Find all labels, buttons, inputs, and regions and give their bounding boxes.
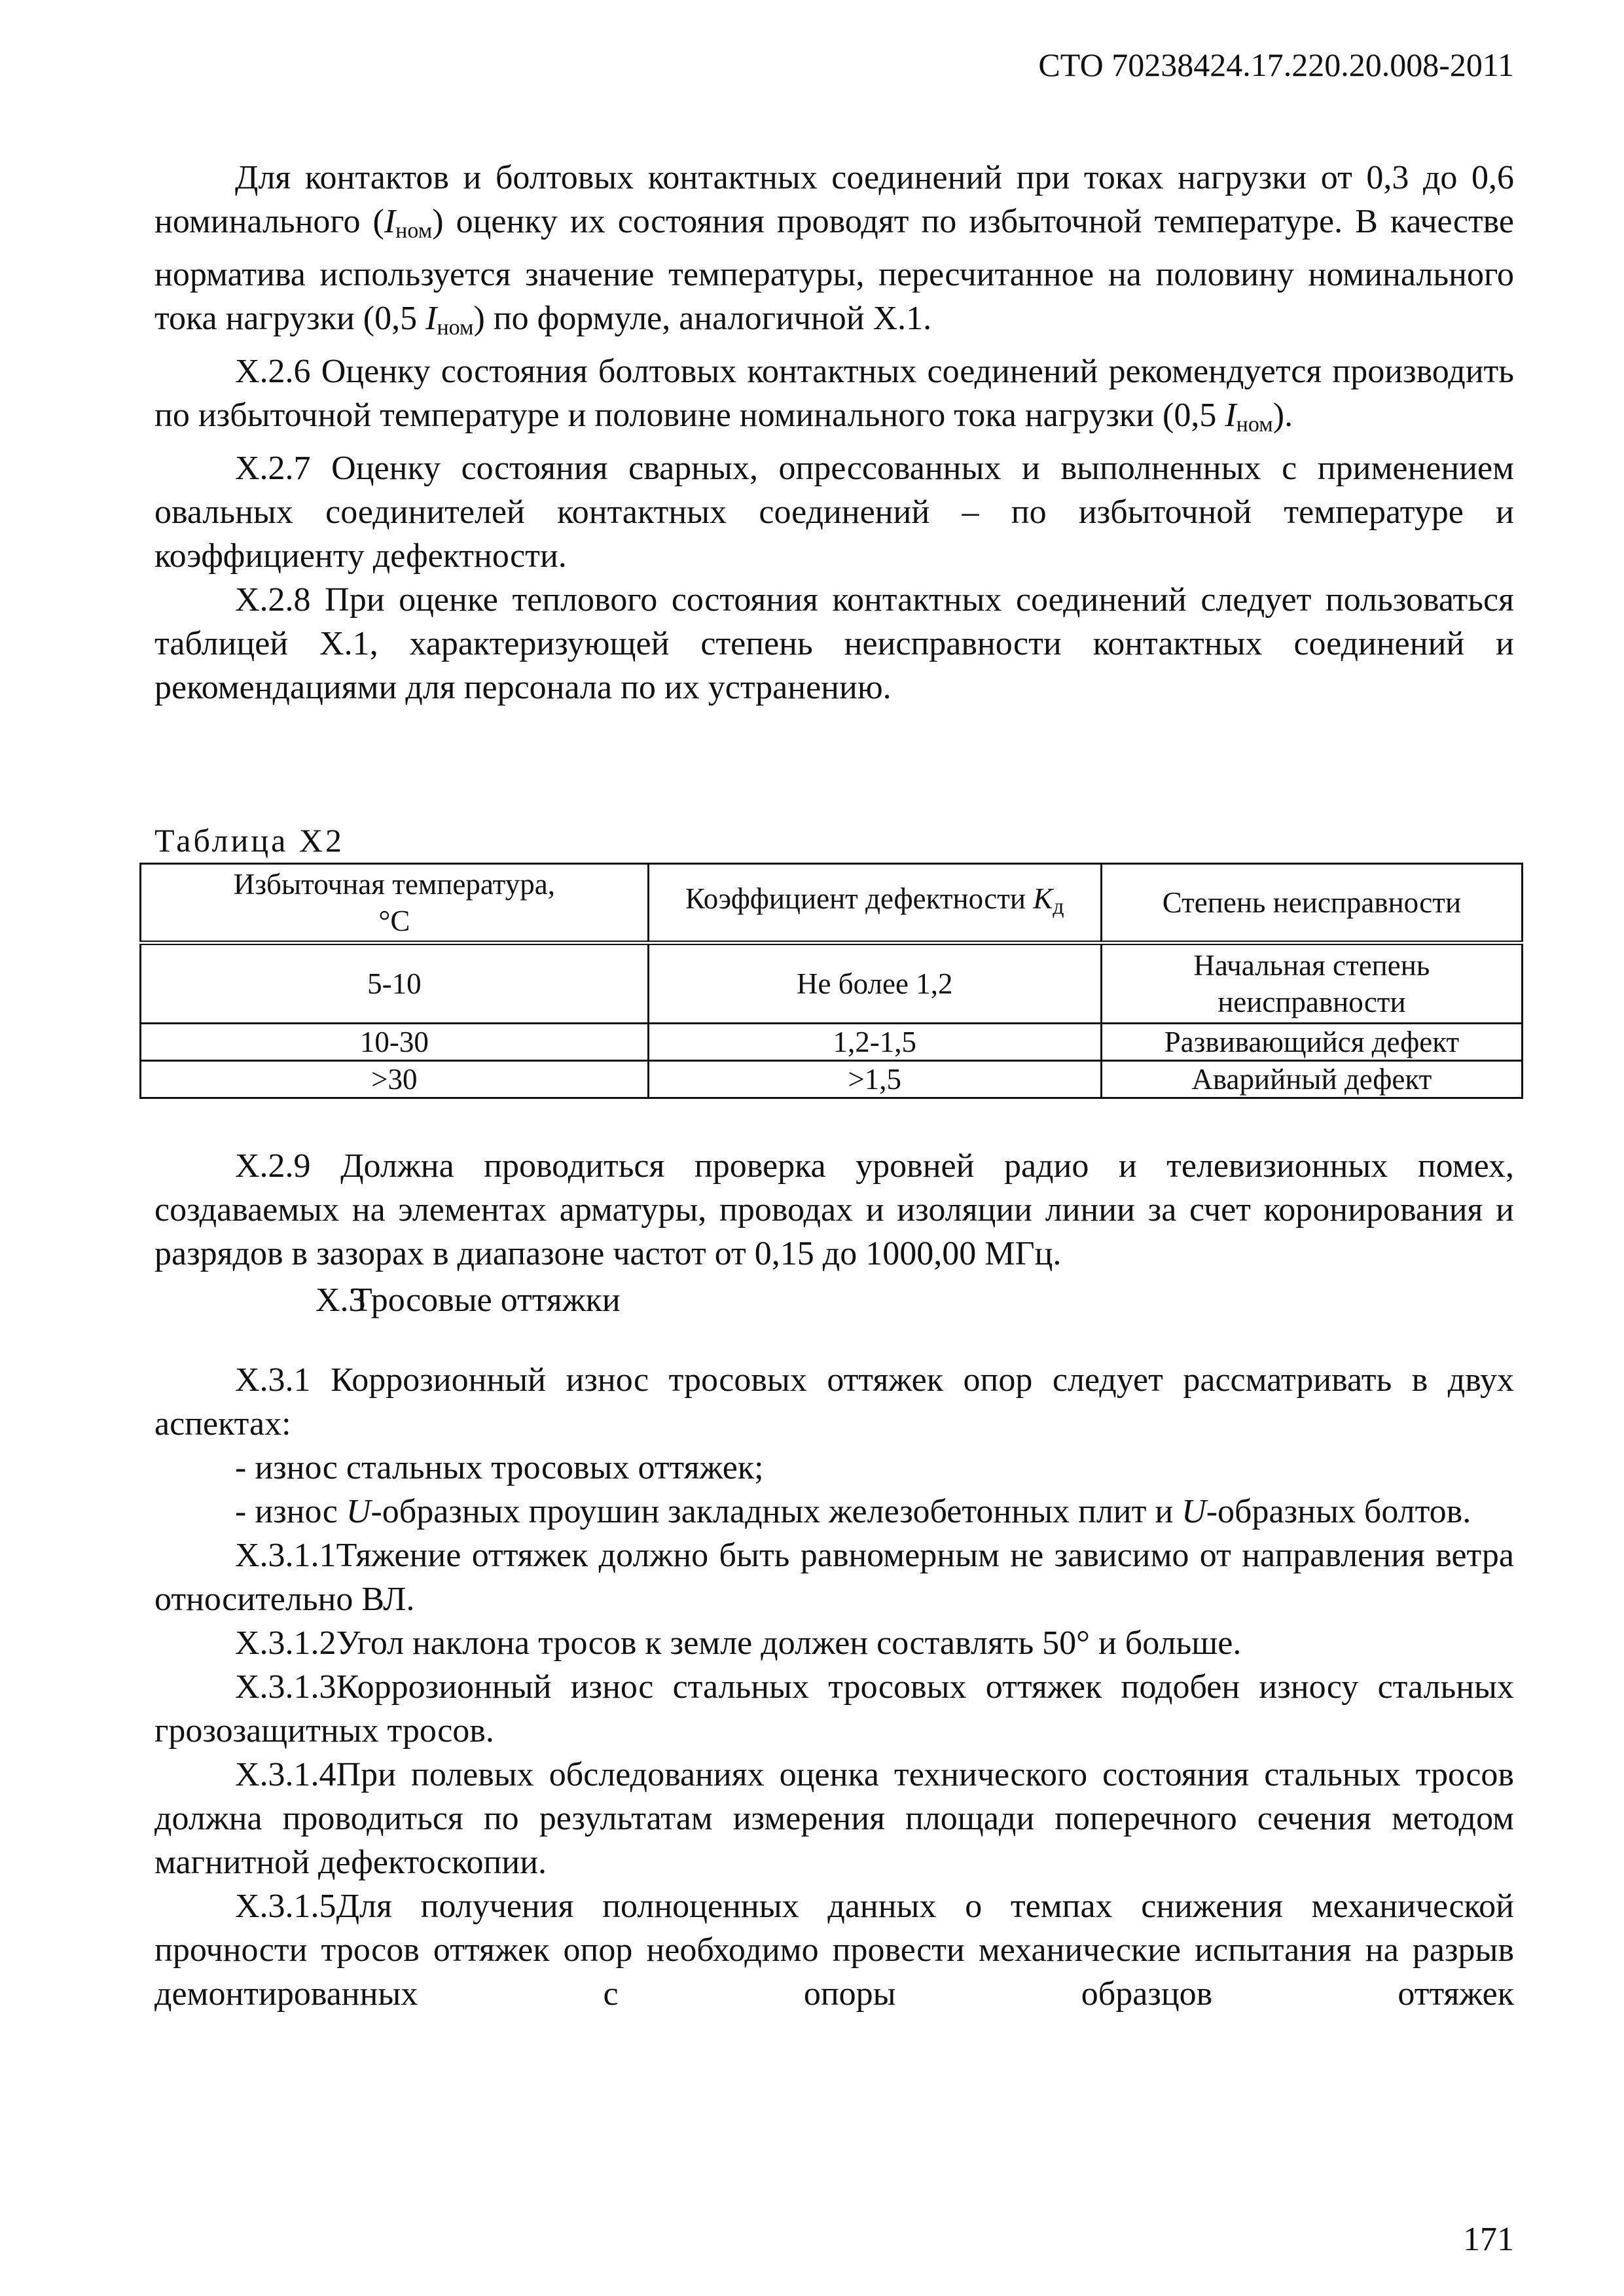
paragraph-x226: Х.2.6 Оценку состояния болтовых контактных соединений рекомендуется производить по избыточной температуре и половине номинального тока нагрузки (0,5 $I_{ном}$). bbox=[154, 353, 1515, 437]
document-code-header: СТО 70238424.17.220.20.008-2011 bbox=[1038, 46, 1514, 83]
paragraph-x3112: Х.3.1.2Угол наклона тросов к земле должен составлять 50° и больше. bbox=[235, 1624, 1242, 1662]
cell-coefficient: >1,5 bbox=[648, 1061, 1101, 1098]
page-number: 171 bbox=[1463, 2221, 1514, 2258]
cell-degree: Развивающийся дефект bbox=[1101, 1024, 1522, 1061]
cell-coefficient: Не более 1,2 bbox=[648, 943, 1101, 1024]
section-x31 bbox=[154, 1358, 1514, 2016]
paragraph-intro: Для контактов и болтовых контактных соединений при токах нагрузки от 0,3 до 0,6 номинального $(I_{ном})$ оценку их состояния проводят по избыточной температуре. В качестве норматива используется значение температуры, пересчитанное на половину номинального тока нагрузки (0,5 $I_{ном}$) по формуле, аналогичной Х.1. bbox=[154, 159, 1515, 340]
paragraph-x31: Х.3.1 Коррозионный износ тросовых оттяжек опор следует рассматривать в двух аспектах: bbox=[154, 1361, 1515, 1443]
clause-number: Х.3 bbox=[316, 1282, 366, 1319]
section-x229 bbox=[154, 1144, 1514, 1276]
cell-degree: Аварийный дефект bbox=[1101, 1061, 1522, 1098]
section-heading-x3: Х.3Тросовые оттяжки bbox=[154, 1278, 1514, 1322]
section-x3 bbox=[154, 1278, 1514, 1322]
paragraph-x229: Х.2.9 Должна проводиться проверка уровней радио и телевизионных помех, создаваемых на элементах арматуры, проводах и изоляции линии за счет коронирования и разрядов в зазорах в диапазоне частот от 0,15 до 1000,00 МГц. bbox=[154, 1147, 1514, 1272]
paragraph-x3114: Х.3.1.4При полевых обследованиях оценка технического состояния стальных тросов должна проводиться по результатам измерения площади поперечного сечения методом магнитной дефектоскопии. bbox=[154, 1756, 1514, 1881]
defect-table bbox=[139, 863, 1523, 1099]
section-x2-continued bbox=[154, 156, 1514, 709]
clause-number: Х.2.6 bbox=[235, 353, 311, 390]
paragraph-x3113: Х.3.1.3Коррозионный износ стальных тросовых оттяжек подобен износу стальных грозозащитных тросов. bbox=[154, 1668, 1514, 1749]
table-header-row bbox=[141, 864, 1523, 943]
paragraph-x228: Х.2.8 При оценке теплового состояния контактных соединений следует пользоваться таблицей Х.1, характеризующей степень неисправности контактных соединений и рекомендациями для персонала по их устранению. bbox=[154, 581, 1514, 706]
table-row bbox=[141, 1024, 1523, 1061]
cell-coefficient: 1,2-1,5 bbox=[648, 1024, 1101, 1061]
cell-temperature: >30 bbox=[141, 1061, 649, 1098]
cell-degree: Начальная степень неисправности bbox=[1101, 943, 1522, 1024]
paragraph-x3111: Х.3.1.1Тяжение оттяжек должно быть равномерным не зависимо от направления ветра относительно ВЛ. bbox=[154, 1537, 1514, 1618]
clause-number: Х.2.9 bbox=[235, 1147, 311, 1185]
table-row bbox=[141, 943, 1523, 1024]
list-item: - износ стальных тросовых оттяжек; bbox=[235, 1449, 764, 1486]
header-degree: Степень неисправности bbox=[1101, 864, 1522, 943]
paragraph-x3115: Х.3.1.5Для получения полноценных данных о темпах снижения механической прочности тросов оттяжек опор необходимо провести механические испытания на разрыв демонтированных с опоры образцов оттяжек bbox=[154, 1888, 1514, 2013]
list-item: - износ U-образных проушин закладных железобетонных плит и U-образных болтов. bbox=[235, 1493, 1471, 1530]
clause-number: Х.3.1.1 bbox=[235, 1537, 336, 1574]
cell-temperature: 5-10 bbox=[141, 943, 649, 1024]
table-title: Таблица Х2 bbox=[154, 822, 344, 859]
clause-number: Х.2.8 bbox=[235, 581, 311, 619]
cell-temperature: 10-30 bbox=[141, 1024, 649, 1061]
paragraph-x227: Х.2.7 Оценку состояния сварных, опрессованных и выполненных с применением овальных соединителей контактных соединений – по избыточной температуре и коэффициенту дефектности. bbox=[154, 450, 1514, 575]
clause-number: Х.2.7 bbox=[235, 450, 311, 487]
table-row bbox=[141, 1061, 1523, 1098]
header-coefficient: Коэффициент дефектности $K_д$ bbox=[648, 864, 1101, 943]
clause-number: Х.3.1.5 bbox=[235, 1888, 336, 1925]
clause-number: Х.3.1.2 bbox=[235, 1624, 336, 1662]
clause-number: Х.3.1.3 bbox=[235, 1668, 336, 1706]
clause-number: Х.3.1.4 bbox=[235, 1756, 336, 1793]
header-temperature: Избыточная температура, °С bbox=[141, 864, 649, 943]
clause-number: Х.3.1 bbox=[235, 1361, 311, 1399]
